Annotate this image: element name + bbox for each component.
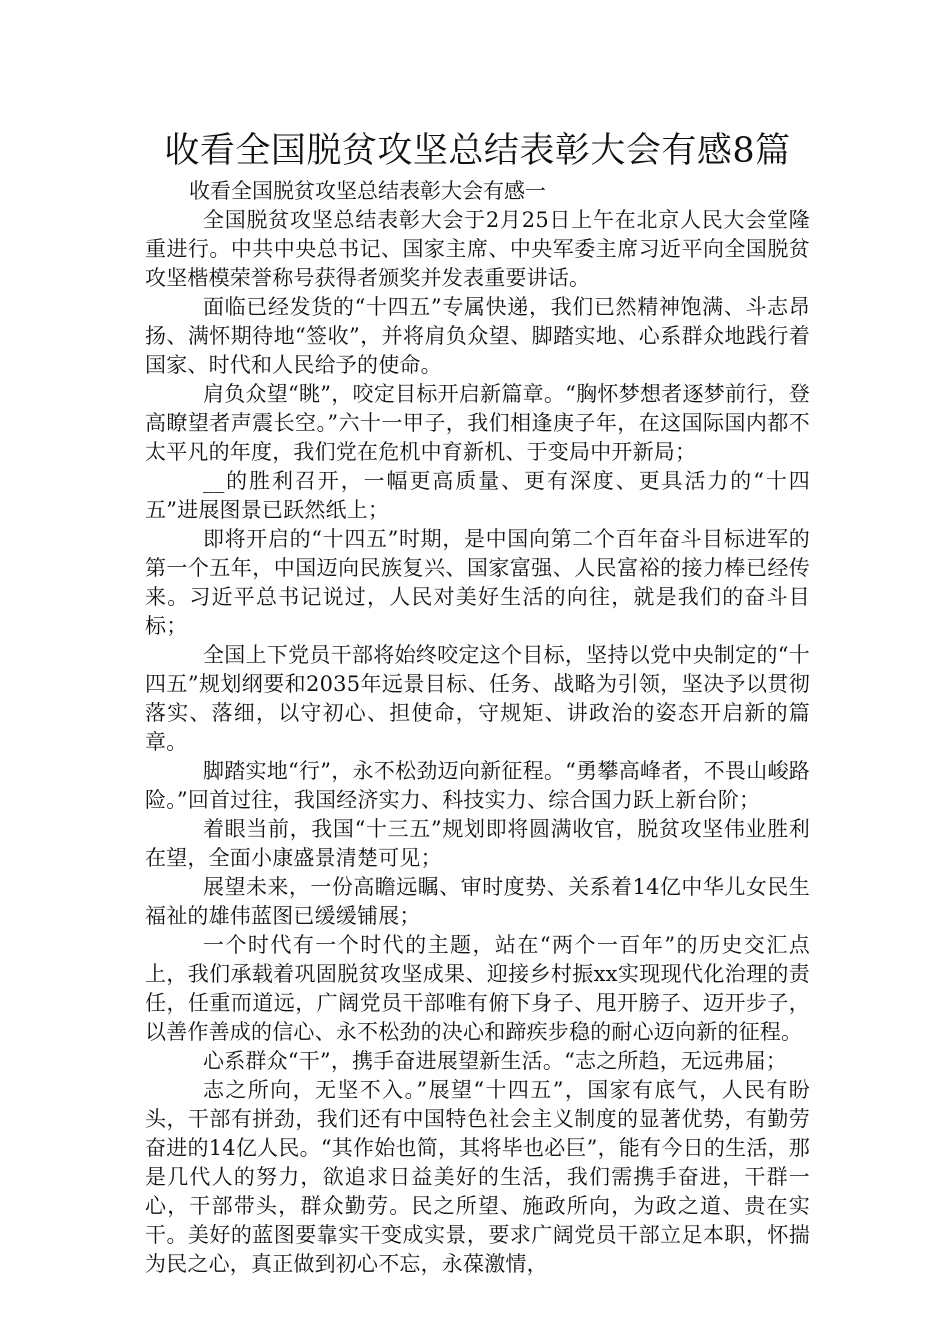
- document-subtitle: 收看全国脱贫攻坚总结表彰大会有感一: [189, 179, 546, 203]
- paragraph-1: 全国脱贫攻坚总结表彰大会于2月25日上午在北京人民大会堂隆重进行。中共中央总书记、国家主席、中央军委主席习近平向全国脱贫攻坚楷模荣誉称号获得者颁奖并发表重要讲话。: [145, 208, 810, 290]
- document-title: 收看全国脱贫攻坚总结表彰大会有感8篇: [164, 131, 791, 171]
- paragraph-5: 即将开启的“十四五”时期，是中国向第二个百年奋斗目标进军的第一个五年，中国迈向民族复兴、国家富强、人民富裕的接力棒已经传来。习近平总书记说过，人民对美好生活的向往，就是我们的奋斗目标；: [145, 527, 810, 638]
- paragraph-9: 展望未来，一份高瞻远瞩、审时度势、关系着14亿中华儿女民生福祉的雄伟蓝图已缓缓铺展；: [145, 875, 810, 928]
- paragraph-11: 心系群众“干”，携手奋进展望新生活。“志之所趋，无远弗届；: [203, 1049, 788, 1073]
- paragraph-2: 面临已经发货的“十四五”专属快递，我们已然精神饱满、斗志昂扬、满怀期待地“签收”，并将肩负众望、脚踏实地、心系群众地践行着国家、时代和人民给予的使命。: [145, 295, 810, 377]
- paragraph-4: __的胜利召开，一幅更高质量、更有深度、更具活力的“十四五”进展图景已跃然纸上；: [145, 469, 810, 522]
- paragraph-6: 全国上下党员干部将始终咬定这个目标，坚持以党中央制定的“十四五”规划纲要和2035年远景目标、任务、战略为引领，坚决予以贯彻落实、落细，以守初心、担使命，守规矩、讲政治的姿态开启新的篇章。: [145, 643, 810, 754]
- paragraph-12: 志之所向，无坚不入。”展望“十四五”，国家有底气，人民有盼头，干部有拼劲，我们还有中国特色社会主义制度的显著优势，有勤劳奋进的14亿人民。“其作始也简，其将毕也必巨”，能有今日的生活，那是几代人的努力，欲追求日益美好的生活，我们需携手奋进，干群一心，干部带头，群众勤劳。民之所望、施政所向，为政之道、贵在实干。美好的蓝图要靠实干变成实景，要求广阔党员干部立足本职，怀揣为民之心，真正做到初心不忘，永葆激情，: [145, 1078, 810, 1276]
- paragraph-3: 肩负众望“眺”，咬定目标开启新篇章。“胸怀梦想者逐梦前行，登高瞭望者声震长空。”六十一甲子，我们相逢庚子年，在这国际国内都不太平凡的年度，我们党在危机中育新机、于变局中开新局；: [145, 382, 810, 464]
- paragraph-7: 脚踏实地“行”，永不松劲迈向新征程。“勇攀高峰者，不畏山峻路险。”回首过往，我国经济实力、科技实力、综合国力跃上新台阶；: [145, 759, 810, 812]
- document-page: [145, 125, 810, 1279]
- paragraph-8: 着眼当前，我国“十三五”规划即将圆满收官，脱贫攻坚伟业胜利在望，全面小康盛景清楚可见；: [145, 817, 810, 870]
- paragraph-10: 一个时代有一个时代的主题，站在“两个一百年”的历史交汇点上，我们承载着巩固脱贫攻坚成果、迎接乡村振xx实现现代化治理的责任，任重而道远，广阔党员干部唯有俯下身子、甩开膀子、迈开步子，以善作善成的信心、永不松劲的决心和蹄疾步稳的耐心迈向新的征程。: [145, 933, 810, 1044]
